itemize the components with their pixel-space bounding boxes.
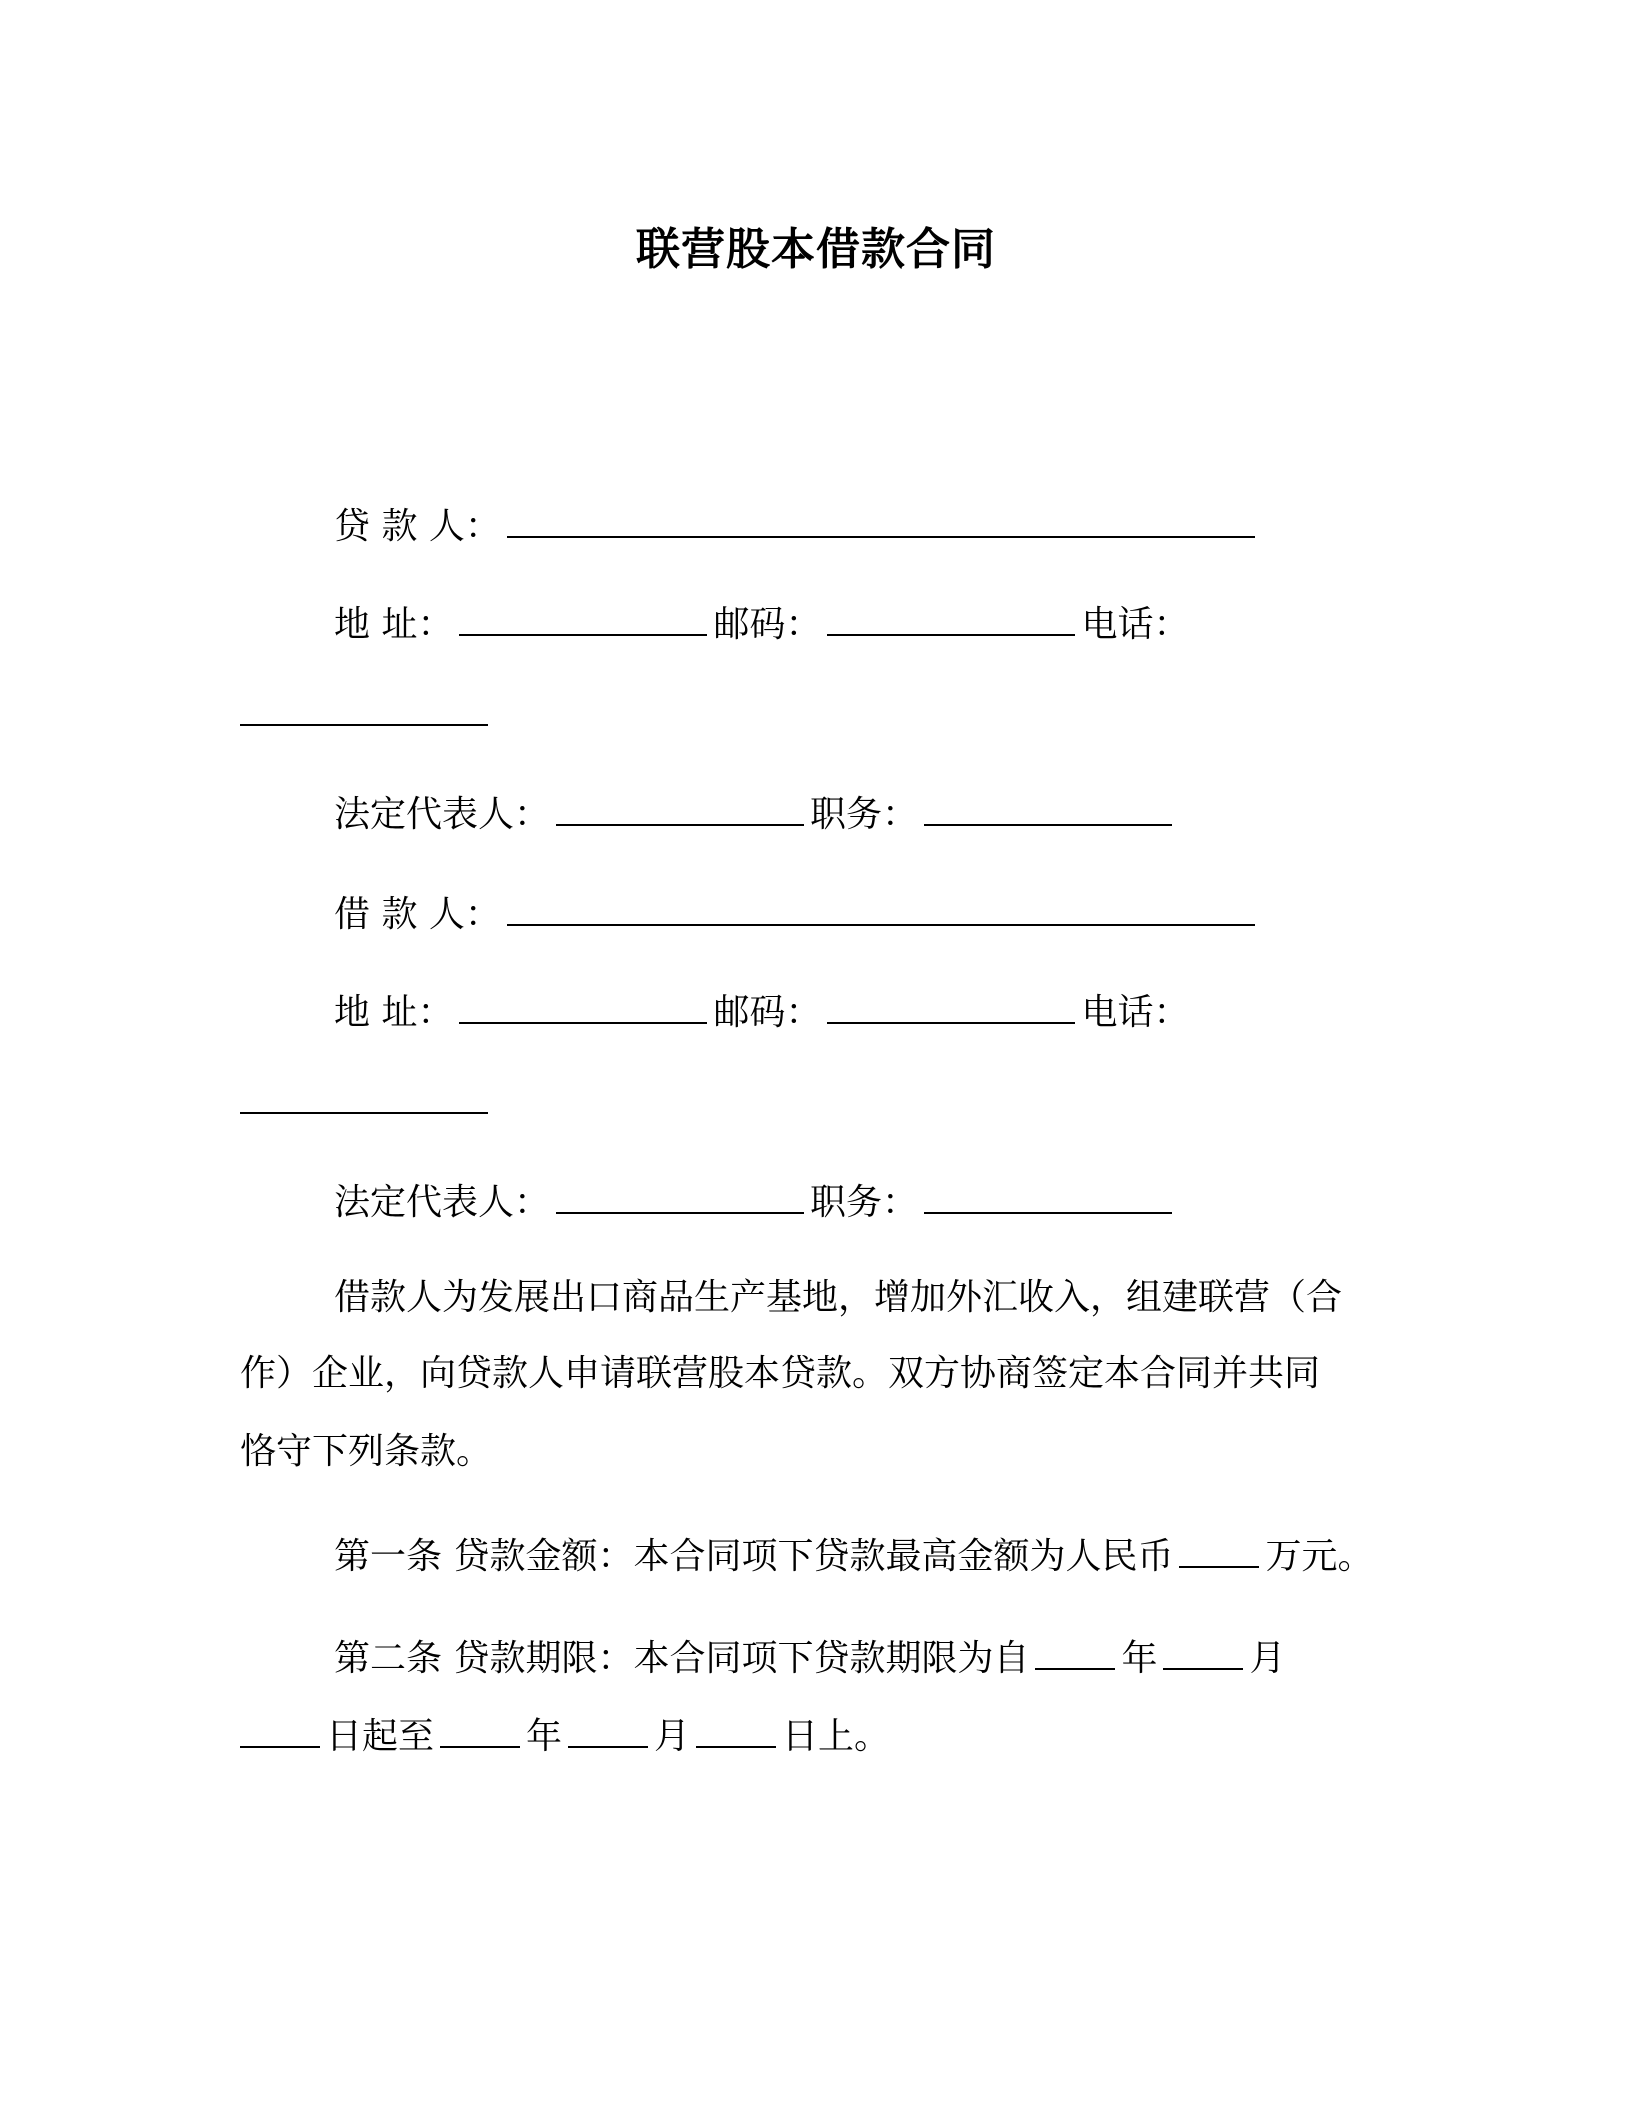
borrower-address-row <box>334 986 1189 1037</box>
end-year-blank <box>440 1710 520 1748</box>
borrower-phone-label: 电话： <box>1081 992 1190 1033</box>
start-day-blank <box>240 1710 320 1748</box>
start-year-label: 年 <box>1121 1638 1158 1679</box>
borrower-postcode-label: 邮码： <box>713 992 822 1033</box>
preamble-line-3: 恪守下列条款。 <box>240 1431 493 1472</box>
borrower-postcode-blank <box>827 986 1075 1024</box>
lender-position-label: 职务： <box>810 794 919 835</box>
borrower-phone-row <box>240 1076 494 1127</box>
end-day-blank <box>696 1710 776 1748</box>
article-1 <box>334 1530 1373 1581</box>
lender-name-label: 贷 款 人： <box>334 506 501 547</box>
lender-address-label: 地 址： <box>334 604 454 645</box>
lender-position-blank <box>924 788 1172 826</box>
lender-phone-row <box>240 688 494 739</box>
lender-name-row <box>334 500 1261 551</box>
lender-rep-blank <box>556 788 804 826</box>
article-1-unit: 万元。 <box>1265 1536 1374 1577</box>
lender-postcode-blank <box>827 598 1075 636</box>
start-day-label: 日起至 <box>326 1716 435 1757</box>
borrower-address-blank <box>459 986 707 1024</box>
end-month-label: 月 <box>654 1716 691 1757</box>
borrower-name-row <box>334 888 1261 939</box>
borrower-name-blank <box>507 888 1255 926</box>
lender-address-row <box>334 598 1189 649</box>
lender-name-blank <box>507 500 1255 538</box>
article-1-text: 第一条 贷款金额：本合同项下贷款最高金额为人民币 <box>334 1536 1174 1577</box>
borrower-rep-label: 法定代表人： <box>334 1182 551 1223</box>
borrower-name-label: 借 款 人： <box>334 894 501 935</box>
lender-phone-label: 电话： <box>1081 604 1190 645</box>
end-day-label: 日上。 <box>782 1716 891 1757</box>
borrower-rep-blank <box>556 1176 804 1214</box>
borrower-address-label: 地 址： <box>334 992 454 1033</box>
lender-phone-blank <box>240 688 488 726</box>
article-1-amount-blank <box>1179 1530 1259 1568</box>
lender-rep-row <box>334 788 1178 839</box>
document-title: 联营股本借款合同 <box>636 224 996 275</box>
start-month-blank <box>1163 1632 1243 1670</box>
lender-rep-label: 法定代表人： <box>334 794 551 835</box>
start-month-label: 月 <box>1249 1638 1286 1679</box>
borrower-phone-blank <box>240 1076 488 1114</box>
article-2-text: 第二条 贷款期限：本合同项下贷款期限为自 <box>334 1638 1030 1679</box>
end-month-blank <box>568 1710 648 1748</box>
borrower-position-label: 职务： <box>810 1182 919 1223</box>
borrower-rep-row <box>334 1176 1178 1227</box>
end-year-label: 年 <box>526 1716 563 1757</box>
preamble-line-1: 借款人为发展出口商品生产基地，增加外汇收入，组建联营（合 <box>334 1277 1343 1318</box>
borrower-position-blank <box>924 1176 1172 1214</box>
article-2-line-2 <box>240 1710 890 1761</box>
article-2-line-1 <box>334 1632 1285 1683</box>
preamble-line-2: 作）企业，向贷款人申请联营股本贷款。双方协商签定本合同并共同 <box>240 1353 1321 1394</box>
lender-postcode-label: 邮码： <box>713 604 822 645</box>
start-year-blank <box>1035 1632 1115 1670</box>
lender-address-blank <box>459 598 707 636</box>
